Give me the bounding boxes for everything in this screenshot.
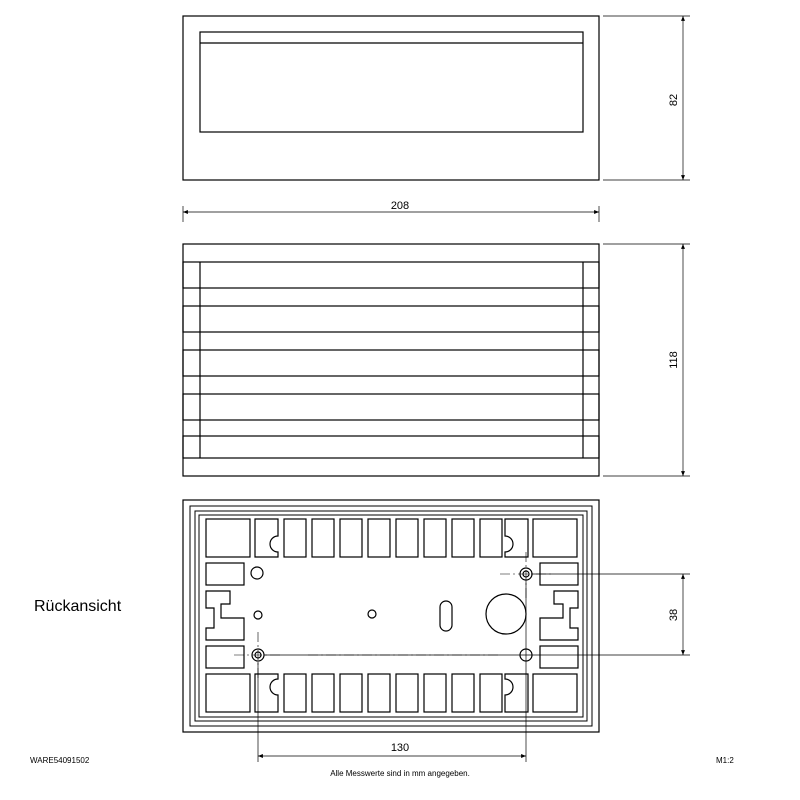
rib-top-5 [396,519,418,557]
dimension-label-mounting-hole-horizontal: 130 [390,742,410,754]
rib-bottom-6 [424,674,446,712]
side-clip-left [206,591,244,640]
louvre-slat-3 [183,350,599,376]
front-view [183,244,599,476]
rib-top-1 [284,519,306,557]
corner-pocket-top-left [206,519,250,557]
notched-rib-top-right [505,519,528,557]
hole-center [368,610,376,618]
rib-bottom-1 [284,674,306,712]
rib-top-2 [312,519,334,557]
cable-entry [486,594,526,634]
top-view-outline [183,16,599,180]
rib-bottom-5 [396,674,418,712]
rib-top-4 [368,519,390,557]
footnote: Alle Messwerte sind in mm angegeben. [330,769,470,778]
rear-view [183,500,599,732]
dimension-label-front-view-width: 208 [390,200,410,212]
hole-upper-left [251,567,263,579]
top-view [183,16,599,180]
rib-top-7 [452,519,474,557]
rib-top-3 [340,519,362,557]
scale-note: M1:2 [716,756,734,765]
rear-view-outline [183,500,599,732]
rib-top-6 [424,519,446,557]
louvre-slat-4 [183,394,599,420]
top-view-window [200,32,583,132]
louvre-slat-5 [183,436,599,458]
side-pocket-left-lower [206,646,244,668]
dimension-mounting-hole-vertical [264,574,690,655]
corner-pocket-top-right [533,519,577,557]
louvre-slats [183,262,599,458]
dimension-label-top-view-height: 82 [668,93,680,107]
hole-small-left [254,611,262,619]
notched-rib-bottom-left [255,674,278,712]
side-pocket-left-upper [206,563,244,585]
corner-pocket-bottom-right [533,674,577,712]
dimension-label-front-view-height: 118 [668,351,680,369]
rib-bottom-2 [312,674,334,712]
front-view-outline [183,244,599,476]
corner-pocket-bottom-left [206,674,250,712]
article-number: WARE54091502 [30,756,90,765]
center-lines [234,552,552,678]
rib-bottom-7 [452,674,474,712]
dimension-label-mounting-hole-vertical: 38 [668,608,680,622]
side-clip-right [540,591,578,640]
rib-bottom-4 [368,674,390,712]
rib-top-8 [480,519,502,557]
louvre-slat-2 [183,306,599,332]
rib-row-bottom [284,674,502,712]
view-label: Rückansicht [34,598,122,615]
side-pocket-right-lower [540,646,578,668]
rib-row-top [284,519,502,557]
rib-bottom-3 [340,674,362,712]
dimension-mounting-hole-horizontal [258,580,526,762]
notched-rib-bottom-right [505,674,528,712]
rib-bottom-8 [480,674,502,712]
louvre-slat-1 [183,262,599,288]
notched-rib-top-left [255,519,278,557]
slot-hole [440,601,452,631]
